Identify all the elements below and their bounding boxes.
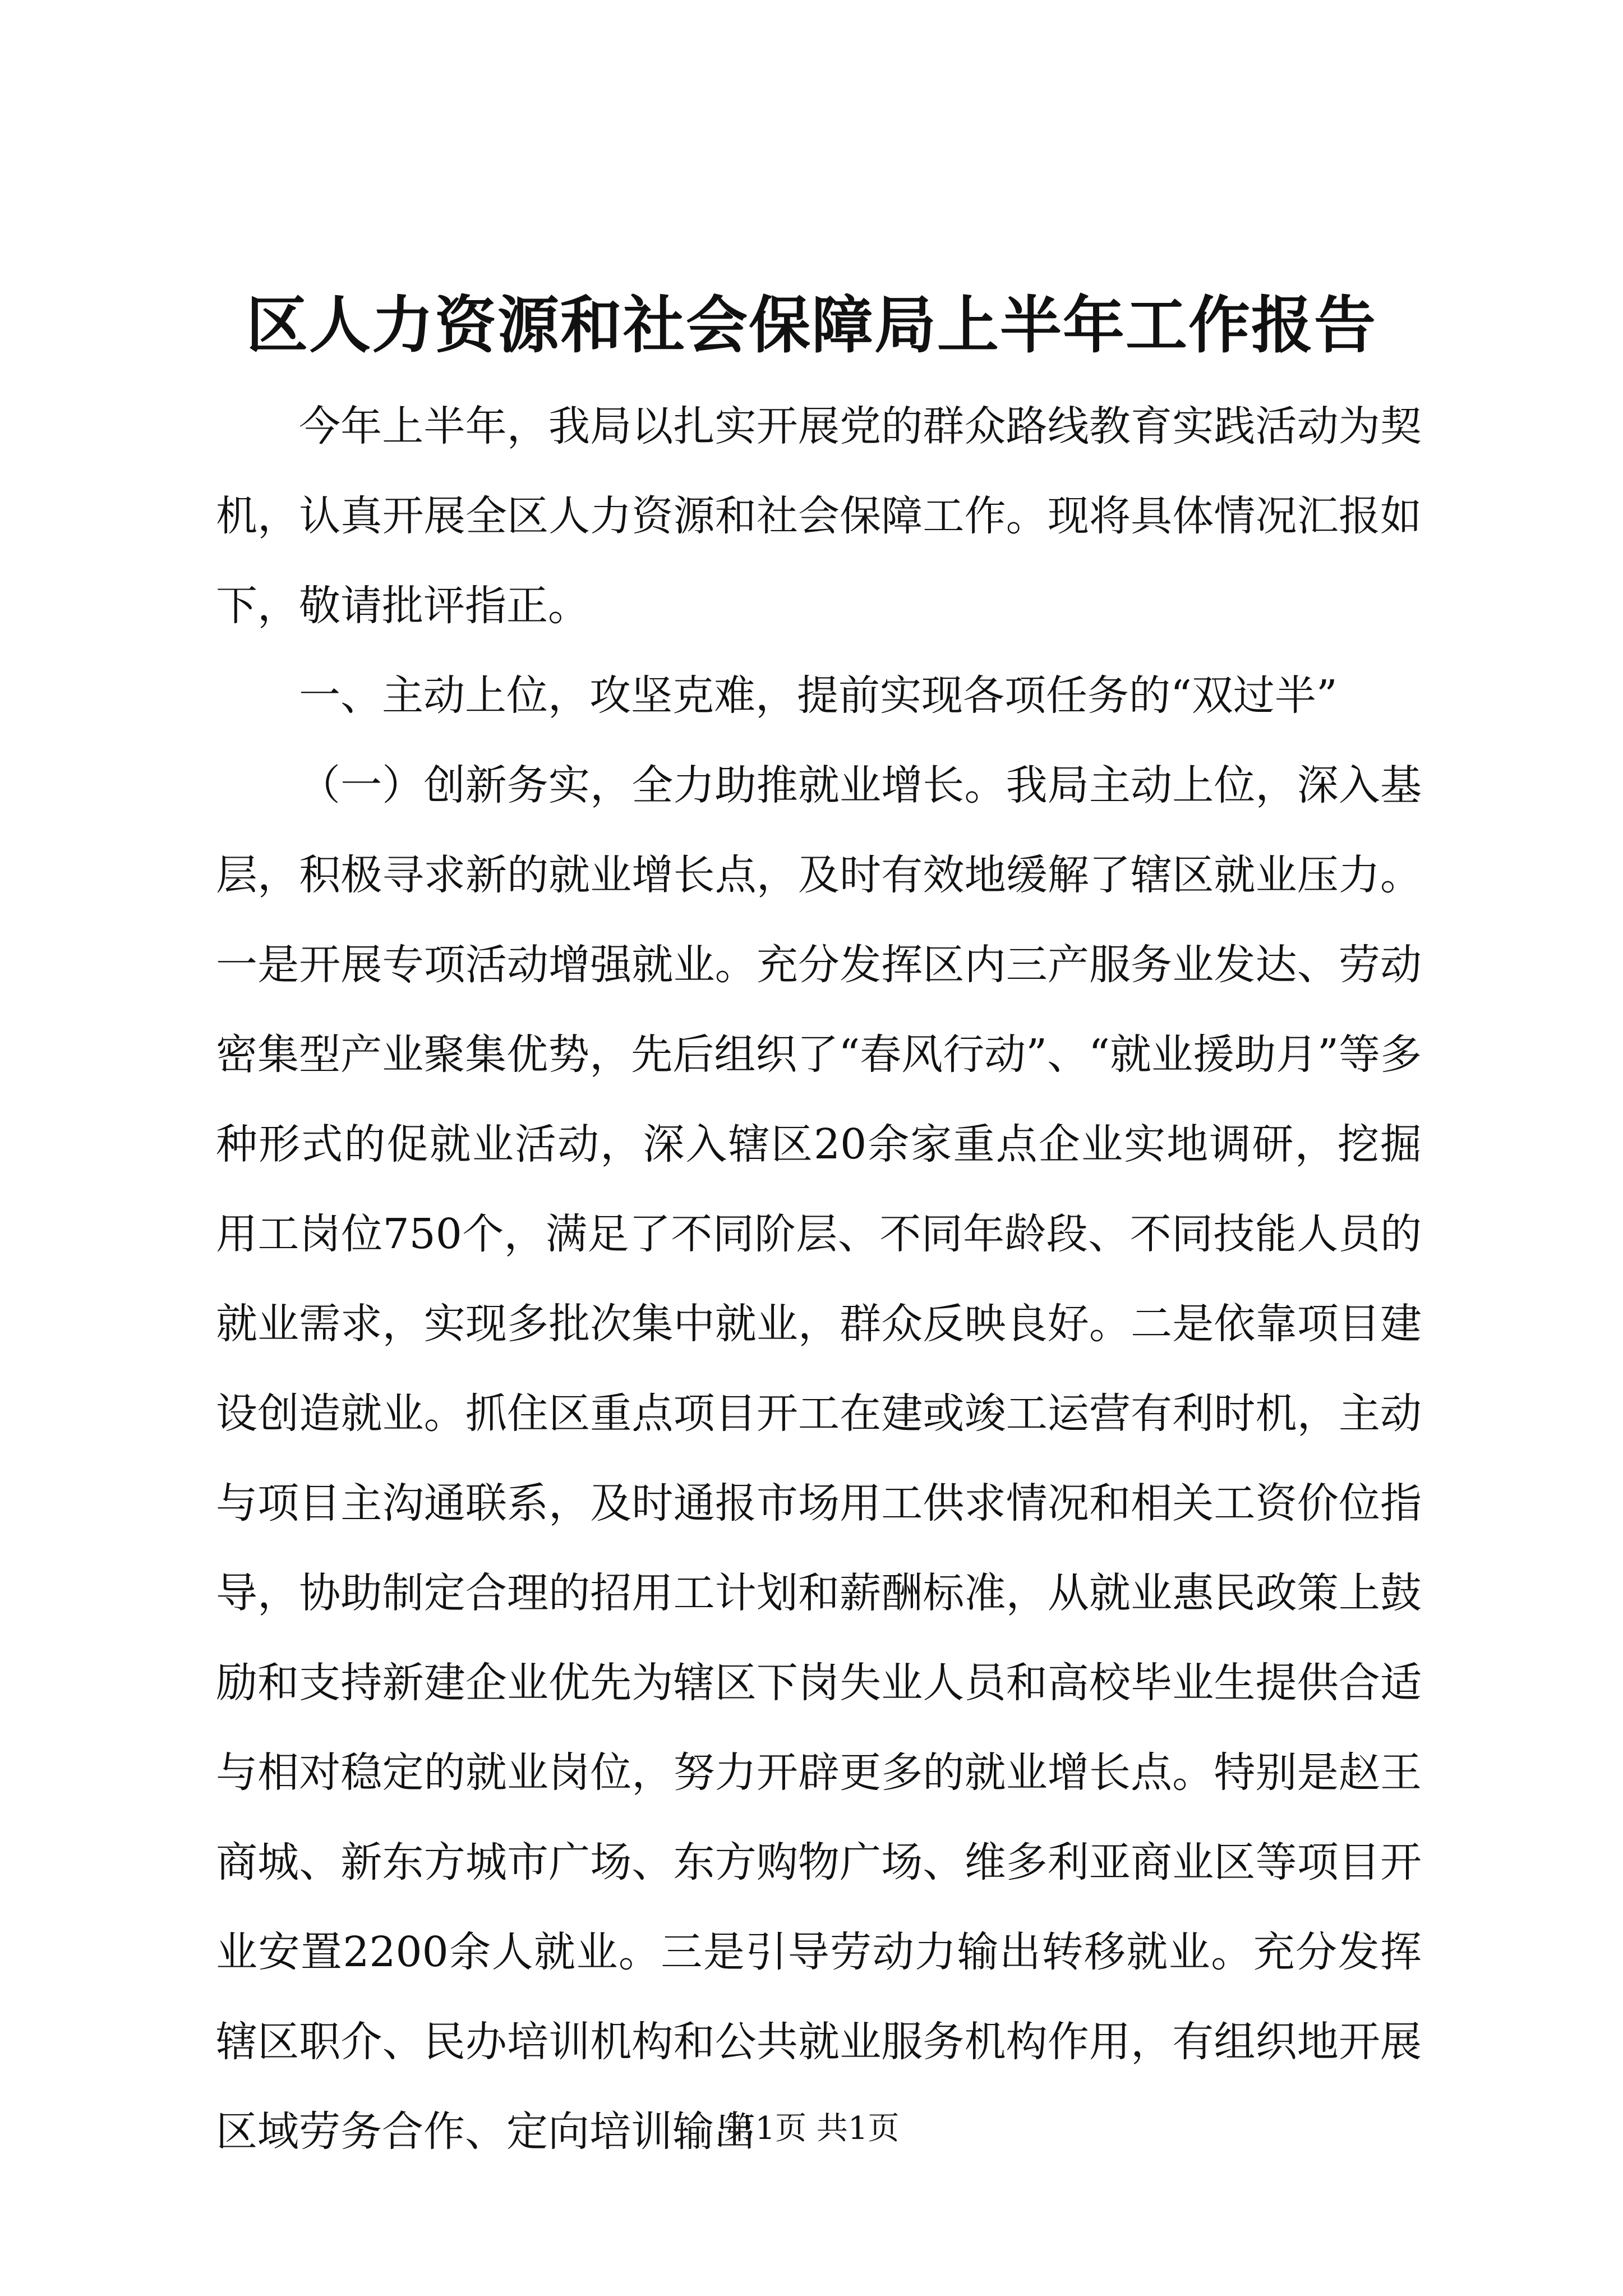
- section-heading: 一、主动上位，攻坚克难，提前实现各项任务的“双过半”: [299, 671, 1338, 720]
- document-title: 区人力资源和社会保障局上半年工作报告: [246, 289, 1377, 361]
- page-number: 第1页 共1页: [723, 2110, 900, 2147]
- document-body: [216, 381, 1422, 2177]
- employment-paragraph: （一）创新务实，全力助推就业增长。我局主动上位，深入基层，积极寻求新的就业增长点，及时有效地缓解了辖区就业压力。一是开展专项活动增强就业。充分发挥区内三产服务业发达、劳动密集型产业聚集优势，先后组织了“春风行动”、“就业援助月”等多种形式的促就业活动，深入辖区20余家重点企业实地调研，挖掘用工岗位750个，满足了不同阶层、不同年龄段、不同技能人员的就业需求，实现多批次集中就业，群众反映良好。二是依靠项目建设创造就业。抓住区重点项目开工在建或竣工运营有利时机，主动与项目主沟通联系，及时通报市场用工供求情况和相关工资价位指导，协助制定合理的招用工计划和薪酬标准，从就业惠民政策上鼓励和支持新建企业优先为辖区下岗失业人员和高校毕业生提供合适与相对稳定的就业岗位，努力开辟更多的就业增长点。特别是赵王商城、新东方城市广场、东方购物广场、维多利亚商业区等项目开业安置2200余人就业。三是引导劳动力输出转移就业。充分发挥辖区职介、民办培训机构和公共就业服务机构作用，有组织地开展区域劳务合作、定向培训输出: [216, 761, 1422, 2156]
- intro-paragraph: 今年上半年，我局以扎实开展党的群众路线教育实践活动为契机，认真开展全区人力资源和社会保障工作。现将具体情况汇报如下，敬请批评指正。: [216, 402, 1422, 630]
